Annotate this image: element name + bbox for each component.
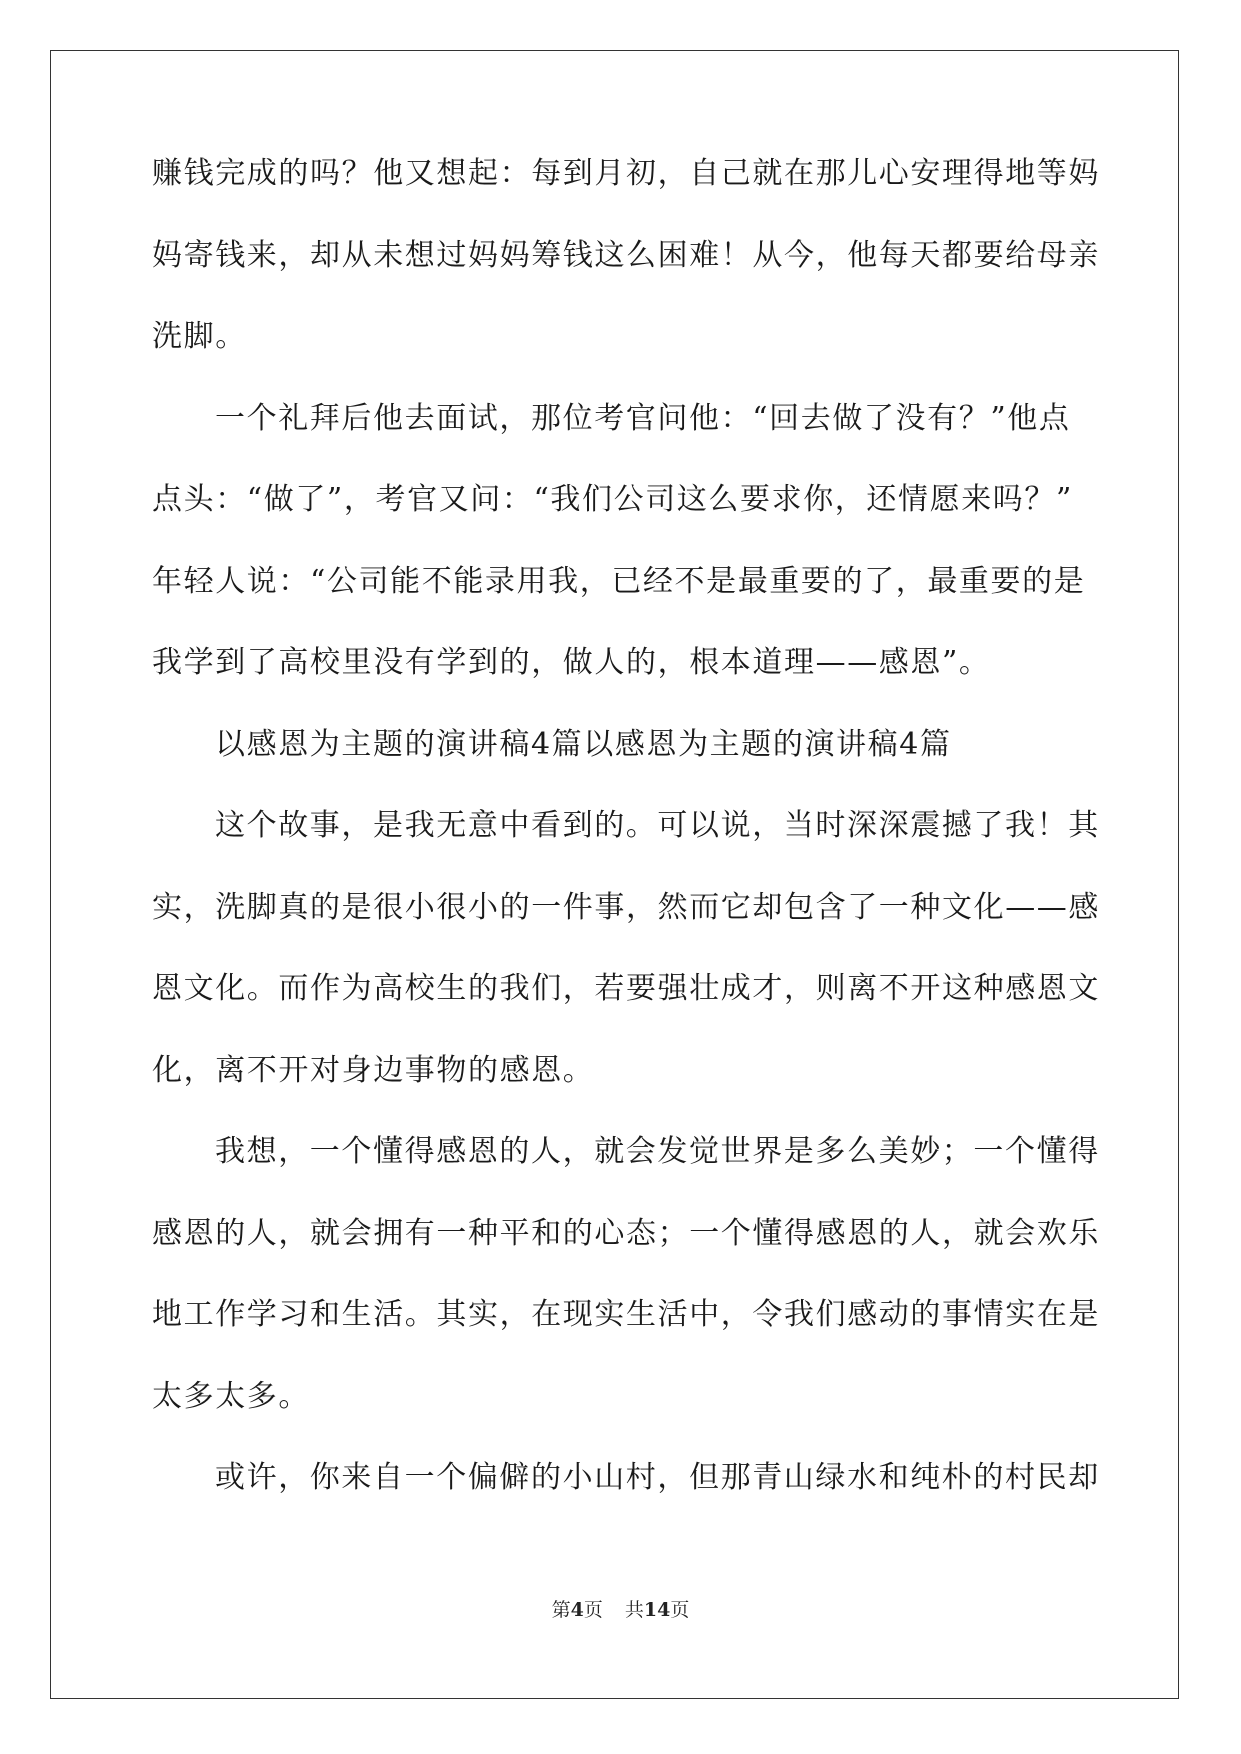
text-line: 年轻人说：“公司能不能录用我，已经不是最重要的了，最重要的是 [152,563,1086,599]
paragraph-start-line: 或许，你来自一个偏僻的小山村，但那青山绿水和纯朴的村民却 [215,1460,1100,1495]
text-line: 妈寄钱来，却从未想过妈妈筹钱这么困难！从今，他每天都要给母亲 [152,237,1100,273]
text-line: 太多太多。 [152,1378,310,1414]
page-prefix: 第 [551,1599,571,1621]
text-line: 感恩的人，就会拥有一种平和的心态；一个懂得感恩的人，就会欢乐 [152,1215,1100,1251]
page-footer [0,1599,1241,1621]
total-prefix: 共 [624,1599,644,1621]
paragraph-start-line: 这个故事，是我无意中看到的。可以说，当时深深震撼了我！其 [215,808,1100,843]
total-suffix: 页 [670,1599,690,1621]
text-line: 化，离不开对身边事物的感恩。 [152,1052,595,1088]
text-line: 实，洗脚真的是很小很小的一件事，然而它却包含了一种文化——感 [152,889,1100,925]
text-line: 洗脚。 [152,319,247,354]
section-heading-line: 以感恩为主题的演讲稿4篇以感恩为主题的演讲稿4篇 [215,726,952,762]
paragraph-start-line: 一个礼拜后他去面试，那位考官问他：“回去做了没有？”他点 [215,400,1071,436]
document-body [152,156,1100,1545]
text-line: 点头：“做了”，考官又问：“我们公司这么要求你，还情愿来吗？” [152,482,1073,517]
paragraph-start-line: 我想，一个懂得感恩的人，就会发觉世界是多么美妙；一个懂得 [215,1134,1100,1169]
text-line: 赚钱完成的吗？他又想起：每到月初，自己就在那儿心安理得地等妈 [152,156,1100,191]
page-number: 4 [570,1599,584,1621]
text-line: 我学到了高校里没有学到的，做人的，根本道理——感恩”。 [152,645,991,680]
page-suffix: 页 [583,1599,603,1621]
text-line: 恩文化。而作为高校生的我们，若要强壮成才，则离不开这种感恩文 [152,971,1100,1006]
total-pages: 14 [643,1599,671,1621]
text-line: 地工作学习和生活。其实，在现实生活中，令我们感动的事情实在是 [152,1297,1100,1332]
